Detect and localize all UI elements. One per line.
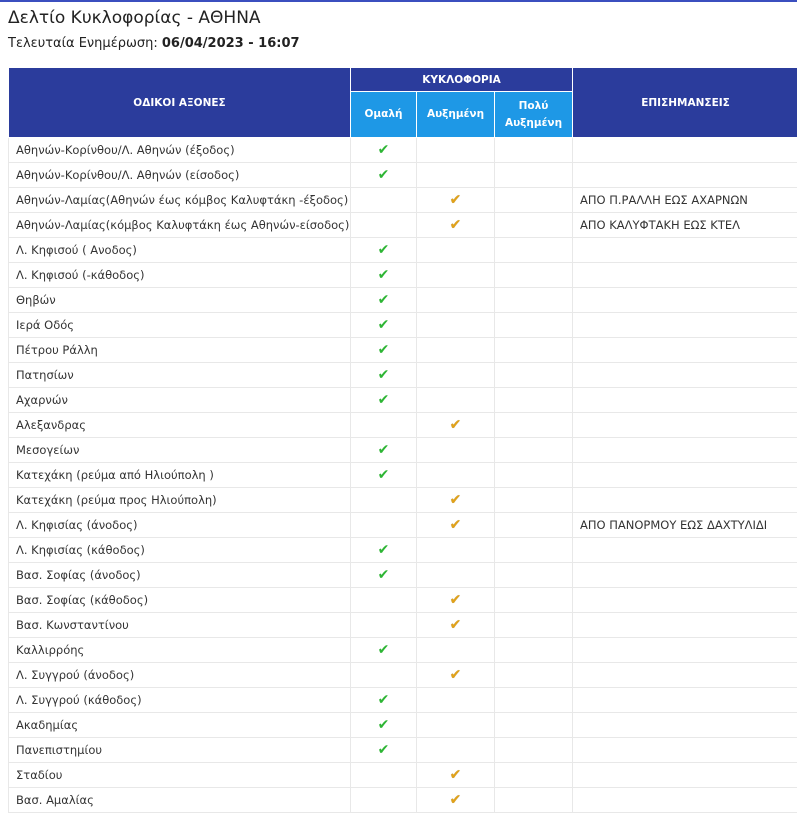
status-increased-cell [417, 188, 495, 213]
check-icon: ✔ [377, 442, 390, 458]
road-name: Αθηνών-Λαμίας(κόμβος Καλυφτάκη έως Αθηνών-είσοδος) [9, 213, 351, 238]
road-name: Αχαρνών [9, 388, 351, 413]
page-title: Δελτίο Κυκλοφορίας - ΑΘΗΝΑ [8, 8, 261, 28]
status-normal-cell [351, 713, 417, 738]
road-name: Σταδίου [9, 763, 351, 788]
status-increased-cell [417, 663, 495, 688]
status-normal-cell [351, 763, 417, 788]
table-row [9, 663, 797, 688]
table-row [9, 188, 797, 213]
last-updated-value: 06/04/2023 - 16:07 [161, 36, 300, 51]
road-name: Λ. Συγγρού (κάθοδος) [9, 688, 351, 713]
status-increased-cell [417, 413, 495, 438]
status-very-increased-cell [495, 463, 573, 488]
check-icon: ✔ [449, 517, 462, 533]
note-cell [573, 663, 797, 688]
column-header-notes: ΕΠΙΣΗΜΑΝΣΕΙΣ [573, 68, 797, 138]
road-name: Κατεχάκη (ρεύμα προς Ηλιούπολη) [9, 488, 351, 513]
check-icon: ✔ [377, 167, 390, 183]
table-row [9, 413, 797, 438]
note-cell [573, 738, 797, 763]
road-name: Λ. Κηφισού (-κάθοδος) [9, 263, 351, 288]
status-increased-cell [417, 363, 495, 388]
note-cell [573, 538, 797, 563]
check-icon: ✔ [377, 142, 390, 158]
note-cell [573, 338, 797, 363]
check-icon: ✔ [377, 367, 390, 383]
status-normal-cell [351, 663, 417, 688]
status-increased-cell [417, 763, 495, 788]
status-very-increased-cell [495, 763, 573, 788]
note-cell [573, 588, 797, 613]
status-increased-cell [417, 588, 495, 613]
check-icon: ✔ [377, 342, 390, 358]
last-updated [8, 36, 300, 51]
road-name: Λ. Κηφισίας (άνοδος) [9, 513, 351, 538]
status-very-increased-cell [495, 138, 573, 163]
table-row [9, 213, 797, 238]
status-increased-cell [417, 238, 495, 263]
status-very-increased-cell [495, 738, 573, 763]
road-name: Βασ. Αμαλίας [9, 788, 351, 813]
road-name: Ιερά Οδός [9, 313, 351, 338]
status-normal-cell [351, 213, 417, 238]
check-icon: ✔ [377, 242, 390, 258]
note-cell [573, 163, 797, 188]
road-name: Βασ. Κωνσταντίνου [9, 613, 351, 638]
status-very-increased-cell [495, 188, 573, 213]
status-very-increased-cell [495, 688, 573, 713]
status-normal-cell [351, 288, 417, 313]
note-cell [573, 688, 797, 713]
check-icon: ✔ [449, 667, 462, 683]
status-very-increased-cell [495, 563, 573, 588]
status-very-increased-cell [495, 638, 573, 663]
table-row [9, 263, 797, 288]
note-cell [573, 763, 797, 788]
note-cell: ΑΠΟ Π.ΡΑΛΛΗ ΕΩΣ ΑΧΑΡΝΩΝ [573, 188, 797, 213]
status-normal-cell [351, 563, 417, 588]
status-normal-cell [351, 513, 417, 538]
status-normal-cell [351, 338, 417, 363]
table-row [9, 538, 797, 563]
status-increased-cell [417, 288, 495, 313]
table-row [9, 238, 797, 263]
status-very-increased-cell [495, 613, 573, 638]
status-very-increased-cell [495, 213, 573, 238]
status-normal-cell [351, 163, 417, 188]
table-row [9, 388, 797, 413]
check-icon: ✔ [449, 767, 462, 783]
status-normal-cell [351, 188, 417, 213]
status-increased-cell [417, 713, 495, 738]
status-normal-cell [351, 738, 417, 763]
road-name: Κατεχάκη (ρεύμα από Ηλιούπολη ) [9, 463, 351, 488]
table-row [9, 138, 797, 163]
check-icon: ✔ [377, 267, 390, 283]
table-row [9, 563, 797, 588]
status-increased-cell [417, 538, 495, 563]
status-increased-cell [417, 213, 495, 238]
status-normal-cell [351, 588, 417, 613]
note-cell [573, 313, 797, 338]
note-cell [573, 488, 797, 513]
top-accent-line [0, 0, 797, 2]
table-row [9, 788, 797, 813]
status-very-increased-cell [495, 338, 573, 363]
check-icon: ✔ [377, 642, 390, 658]
table-row [9, 613, 797, 638]
last-updated-label: Τελευταία Ενημέρωση: [8, 36, 158, 51]
status-increased-cell [417, 463, 495, 488]
status-normal-cell [351, 788, 417, 813]
road-name: Αθηνών-Λαμίας(Αθηνών έως κόμβος Καλυφτάκη -έξοδος) [9, 188, 351, 213]
check-icon: ✔ [449, 492, 462, 508]
status-increased-cell [417, 388, 495, 413]
status-increased-cell [417, 638, 495, 663]
table-row [9, 513, 797, 538]
status-normal-cell [351, 263, 417, 288]
subheader-very-increased [495, 92, 573, 138]
road-name: Αθηνών-Κορίνθου/Λ. Αθηνών (είσοδος) [9, 163, 351, 188]
status-normal-cell [351, 388, 417, 413]
subheader-normal: Ομαλή [351, 92, 417, 138]
traffic-table [8, 67, 797, 813]
table-row [9, 313, 797, 338]
status-increased-cell [417, 563, 495, 588]
road-name: Πέτρου Ράλλη [9, 338, 351, 363]
road-name: Πανεπιστημίου [9, 738, 351, 763]
table-row [9, 288, 797, 313]
note-cell [573, 788, 797, 813]
table-row [9, 713, 797, 738]
status-very-increased-cell [495, 538, 573, 563]
check-icon: ✔ [377, 692, 390, 708]
check-icon: ✔ [449, 792, 462, 808]
status-normal-cell [351, 638, 417, 663]
status-increased-cell [417, 138, 495, 163]
note-cell [573, 713, 797, 738]
table-row [9, 338, 797, 363]
column-header-traffic: ΚΥΚΛΟΦΟΡΙΑ [351, 68, 573, 92]
status-normal-cell [351, 438, 417, 463]
status-normal-cell [351, 613, 417, 638]
status-increased-cell [417, 313, 495, 338]
check-icon: ✔ [449, 417, 462, 433]
note-cell [573, 263, 797, 288]
status-very-increased-cell [495, 488, 573, 513]
table-row [9, 488, 797, 513]
note-cell [573, 563, 797, 588]
status-increased-cell [417, 338, 495, 363]
road-name: Λ. Συγγρού (άνοδος) [9, 663, 351, 688]
table-row [9, 163, 797, 188]
status-very-increased-cell [495, 788, 573, 813]
subheader-very-line1: Πολύ [518, 99, 549, 112]
table-row [9, 463, 797, 488]
status-increased-cell [417, 163, 495, 188]
status-increased-cell [417, 613, 495, 638]
table-row [9, 588, 797, 613]
status-increased-cell [417, 688, 495, 713]
status-normal-cell [351, 138, 417, 163]
status-very-increased-cell [495, 588, 573, 613]
check-icon: ✔ [449, 617, 462, 633]
note-cell [573, 463, 797, 488]
status-very-increased-cell [495, 388, 573, 413]
check-icon: ✔ [449, 217, 462, 233]
note-cell [573, 413, 797, 438]
status-very-increased-cell [495, 313, 573, 338]
status-normal-cell [351, 413, 417, 438]
status-very-increased-cell [495, 263, 573, 288]
road-name: Καλλιρρόης [9, 638, 351, 663]
road-name: Ακαδημίας [9, 713, 351, 738]
note-cell: ΑΠΟ ΠΑΝΟΡΜΟΥ ΕΩΣ ΔΑΧΤΥΛΙΔΙ [573, 513, 797, 538]
table-row [9, 688, 797, 713]
status-increased-cell [417, 438, 495, 463]
status-very-increased-cell [495, 438, 573, 463]
table-row [9, 738, 797, 763]
check-icon: ✔ [377, 292, 390, 308]
check-icon: ✔ [377, 317, 390, 333]
status-very-increased-cell [495, 663, 573, 688]
road-name: Βασ. Σοφίας (κάθοδος) [9, 588, 351, 613]
status-normal-cell [351, 313, 417, 338]
note-cell [573, 438, 797, 463]
status-very-increased-cell [495, 288, 573, 313]
note-cell [573, 638, 797, 663]
status-increased-cell [417, 738, 495, 763]
status-increased-cell [417, 263, 495, 288]
road-name: Λ. Κηφισίας (κάθοδος) [9, 538, 351, 563]
road-name: Λ. Κηφισού ( Ανοδος) [9, 238, 351, 263]
note-cell [573, 388, 797, 413]
status-very-increased-cell [495, 513, 573, 538]
table-row [9, 638, 797, 663]
status-increased-cell [417, 513, 495, 538]
note-cell: ΑΠΟ ΚΑΛΥΦΤΑΚΗ ΕΩΣ ΚΤΕΛ [573, 213, 797, 238]
road-name: Πατησίων [9, 363, 351, 388]
road-name: Βασ. Σοφίας (άνοδος) [9, 563, 351, 588]
status-normal-cell [351, 688, 417, 713]
status-increased-cell [417, 488, 495, 513]
check-icon: ✔ [449, 192, 462, 208]
road-name: Μεσογείων [9, 438, 351, 463]
subheader-very-line2: Αυξημένη [504, 116, 563, 129]
table-row [9, 438, 797, 463]
status-normal-cell [351, 463, 417, 488]
check-icon: ✔ [377, 467, 390, 483]
note-cell [573, 238, 797, 263]
subheader-increased: Αυξημένη [417, 92, 495, 138]
road-name: Αθηνών-Κορίνθου/Λ. Αθηνών (έξοδος) [9, 138, 351, 163]
road-name: Αλεξανδρας [9, 413, 351, 438]
check-icon: ✔ [449, 592, 462, 608]
column-header-roads: ΟΔΙΚΟΙ ΑΞΟΝΕΣ [9, 68, 351, 138]
note-cell [573, 613, 797, 638]
status-very-increased-cell [495, 713, 573, 738]
status-normal-cell [351, 363, 417, 388]
table-row [9, 363, 797, 388]
check-icon: ✔ [377, 567, 390, 583]
note-cell [573, 138, 797, 163]
road-name: Θηβών [9, 288, 351, 313]
status-very-increased-cell [495, 238, 573, 263]
check-icon: ✔ [377, 392, 390, 408]
note-cell [573, 363, 797, 388]
status-normal-cell [351, 538, 417, 563]
status-very-increased-cell [495, 163, 573, 188]
check-icon: ✔ [377, 717, 390, 733]
check-icon: ✔ [377, 542, 390, 558]
table-row [9, 763, 797, 788]
note-cell [573, 288, 797, 313]
status-very-increased-cell [495, 363, 573, 388]
status-increased-cell [417, 788, 495, 813]
check-icon: ✔ [377, 742, 390, 758]
status-very-increased-cell [495, 413, 573, 438]
status-normal-cell [351, 238, 417, 263]
status-normal-cell [351, 488, 417, 513]
